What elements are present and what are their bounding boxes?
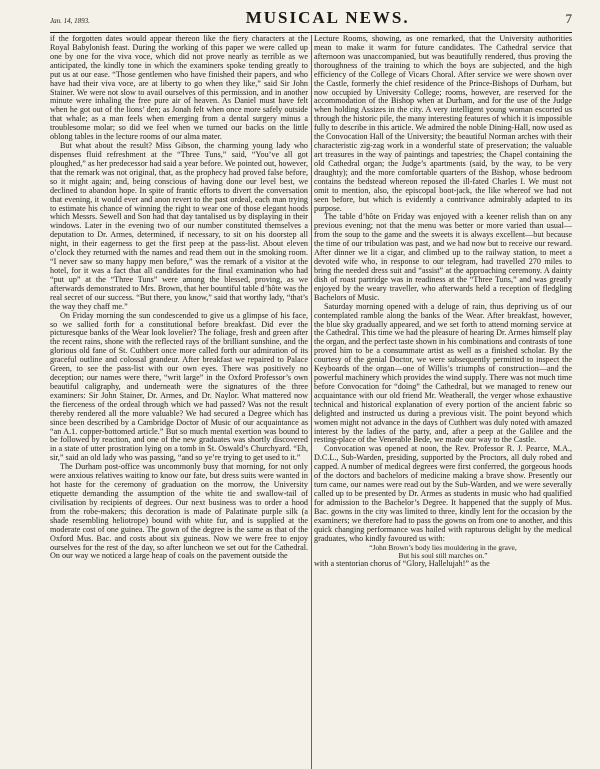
header-rule <box>50 32 572 33</box>
paragraph: The Durham post-office was uncommonly busy that morning, for not only were anxious relatives waiting to know our fate, but dress suits were wanted in hot haste for the ceremony of graduation on the morrow, the University etiquette demanding the assumption of the white tie and swallow-tail of civilisation by recipients of degrees. Our next business was to order a hood from the robe-makers; this decoration is made of Palatinate purple silk (a shade resembling heliotrope) bound with white fur, and is supplied at the moderate cost of one guinea. The gown of the degree is the same as that of the Oxford Mus. Bac. and costs about six guineas. Now we were free to enjoy ourselves for the rest of the day, so after luncheon we set out for the Cathedral. On our way we noticed a large heap of coals on the pavement outside the <box>50 462 308 561</box>
paragraph: if the forgotten dates would appear thereon like the fiery characters at the Royal Babylonish feast. During the working of this paper we were called up one by one for the viva voce, which did not prove nearly as terrible as we anticipated, the kindly tone in which the examiners spoke tending greatly to put us at our ease. “Those gentlemen who have finished their papers, and who have had their viva voce, are at liberty to go when they like,” said Sir John Stainer. We were not slow to avail ourselves of this permission, and in another minute were inhaling the free pure air of heaven. As Daniel must have felt when he got out of the lions’ den; as Jonah felt when once more safely outside that whale; as a man feels when emerging from a dental surgery minus a troublesome molar; so did we feel when we turned our backs on the little oblong tables in the lecture rooms of our alma mater. <box>50 34 308 142</box>
issue-date: Jan. 14, 1893. <box>50 17 90 25</box>
right-column <box>314 35 572 769</box>
paragraph: Saturday morning opened with a deluge of rain, thus depriving us of our contemplated ramble along the banks of the Wear. After breakfast, however, the blue sky gradually appeared, and we set forth to attend morning service at the Cathedral. This time we had the pleasure of hearing Dr. Armes himself play the organ, and the perfect taste shown in his combinations and contrasts of tone proved him to be a consummate artist as well as a finished scholar. By the courtesy of the genial Doctor, we were subsequently permitted to inspect the Keyboards of the organ—one of Willis’s triumphs of construction—and the powerful machinery which provides the wind supply. There was not much time before Convocation for “doing” the Cathedral, but we managed to renew our acquaintance with our old friend Mr. Weatherall, the verger whose exhaustive technical and historical explanation of every portion of the ancient fabric so delighted and instructed us during a previous visit. The point beyond which women might not advance in the days of Cuthbert was duly noted with amazed interest by the ladies of the party, and, after a peep at the Galilee and the resting-place of the Venerable Bede, we made our way to the Castle. <box>314 301 572 445</box>
paragraph: Convocation was opened at noon, the Rev. Professor R. J. Pearce, M.A., D.C.L., Sub-Warden, presiding, supported by the Proctors, all duly robed and capped. A number of medical degrees were first conferred, the gorgeous hoods of the doctors and bachelors of medicine making a brave show. Presently our turn came, our names were read out by the Sub-Warden, and we were severally called up to be presented by Dr. Armes as students in music who had qualified for admission to the Bachelor’s Degree. It happened that the supply of Mus. Bac. gowns in the city was limited to three, kindly lent for the occasion by the examiners; we therefore had to pass the gowns on from one to another, and this quick changing performance was hailed with rapturous delight by the medical graduates, who kindly favoured us with: <box>314 444 572 543</box>
paragraph: Lecture Rooms, showing, as one remarked, that the University authorities mean to make it warm for future candidates. The Cathedral service that afternoon was unaccompanied, but was beautifully rendered, thus proving the thoroughness of the training to which the boys are subjected, and the high efficiency of the College of Vicars Choral. After service we were shown over the Castle, formerly the chief residence of the Prince-Bishops of Durham, but now occupied by University College; rooms, however, are reserved for the accommodation of the Bishop when at Durham, and for the use of the Judge when holding Assizes in the city. A very intelligent young woman escorted us through the historic pile, the many interesting features of which it is impossible fully to describe in this article. We admired the noble Dining-Hall, now used as the Convocation Hall of the University; the beautiful Norman arches with their characteristic zig-zag work in a wonderful state of preservation; the valuable art treasures in the way of paintings and tapestries; the Chapel containing the old Cathedral organ; the Judge’s apartments (said, by the way, to be very draughty); and the more comfortable quarters of the Bishop, whose bedroom contains the bedstead whereon reposed the ill-fated Charles I. We must not omit to mention, also, the episcopal boot-jack, the like whereof we had not seen before, but which is evidently a contrivance admirably adapted to its purpose. <box>314 34 572 213</box>
paragraph: But what about the result? Miss Gibson, the charming young lady who dispenses fluid refreshment at the “Three Tuns,” said, “You’ve all got ploughed,” as her predecessor had said a year before. We pointed out, however, that the remark was not original, that, as the prophecy had proved false before, so it might again; and, being conscious of having done our level best, we declined to abandon hope. In spite of frantic efforts to divert the conversation that evening, it would ever and anon revert to the past ordeal, each man trying to estimate his chance of winning the right to wear one of those elegant hoods which Messrs. Sewell and Son had that day tantalised us by displaying in their windows. Later in the evening two of our number constituted themselves a deputation to Dr. Armes, determined, if necessary, to sit on his doorstep all night, in their eagerness to get the first peep at the pass-list. About eleven o’clock they returned with the names and read them out in the smoking room. “I never saw so many happy men before,” was the remark of a visitor at the hotel, for it was a fact that all candidates for the final examination who had “put up” at the “Three Tuns” were among the blessed, proving, as we afterwards demonstrated to Mrs. Brown, that her bountiful table d’hôte was the real secret of our success. “But there, you know,” said that worthy lady, “that’s the way they chaff me.” <box>50 141 308 311</box>
publication-title: MUSICAL NEWS. <box>245 8 410 27</box>
paragraph: with a stentorian chorus of “Glory, Hallelujah!” as the <box>314 558 490 568</box>
song-verse-line: But his soul still marches on.” <box>398 550 488 560</box>
article-body <box>50 35 572 769</box>
page-number: 7 <box>565 11 572 26</box>
song-verse-line: “John Brown’s body lies mouldering in the grave, <box>369 542 517 552</box>
masthead <box>50 8 572 30</box>
column-divider <box>311 35 312 769</box>
left-column <box>50 35 308 769</box>
paragraph: The table d’hôte on Friday was enjoyed with a keener relish than on any previous evening; not that the menu was better or more varied than usual—from the soup to the game and the sweets it is always excellent—but because the time of our tribulation was past, and we had now but to receive our reward. After dinner we lit a cigar, and climbed up to the railway station, to meet a devoted wife who, in response to our telegram, had travelled 270 miles to bring the needed dress suit and “assist” at the approaching ceremony. A dainty dish of roast partridge was in readiness at the “Three Tuns,” and was greatly enjoyed by the weary traveller, who afterwards held a reception of fledgling Bachelors of Music. <box>314 212 572 302</box>
paragraph: On Friday morning the sun condescended to give us a glimpse of his face, so we sallied forth for a constitutional before breakfast. Did ever the picturesque banks of the Wear look lovelier? The foliage, fresh and green after the recent rains, shone with the reflected rays of the brilliant sunshine, and the glorious old fane of St. Cuthbert once more called forth our admiration of its graceful outline and colossal grandeur. After breakfast we repaired to Palace Green, to see the pass-list with our own eyes. There was positively no deception; our names were there, “writ large” in the Oxford Professor’s own beautiful caligraphy, and underneath were the signatures of the three examiners: Sir John Stainer, Dr. Armes, and Dr. Naylor. What mattered now the fierceness of the ordeal through which we had passed? Was not the result thereby rendered all the more valuable? We had secured a Degree which has since been described by a Cambridge Doctor of Music of our acquaintance as “an A.1. copper-bottomed article.” But so much mental exertion was bound to be followed by reaction, and one of the new graduates was shortly discovered in a state of utter prostration lying on a tomb in St. Oswald’s Churchyard. “Eh, sir,” said an old lady who was passing, “and so ye’re trying to get used to it.” <box>50 310 308 463</box>
